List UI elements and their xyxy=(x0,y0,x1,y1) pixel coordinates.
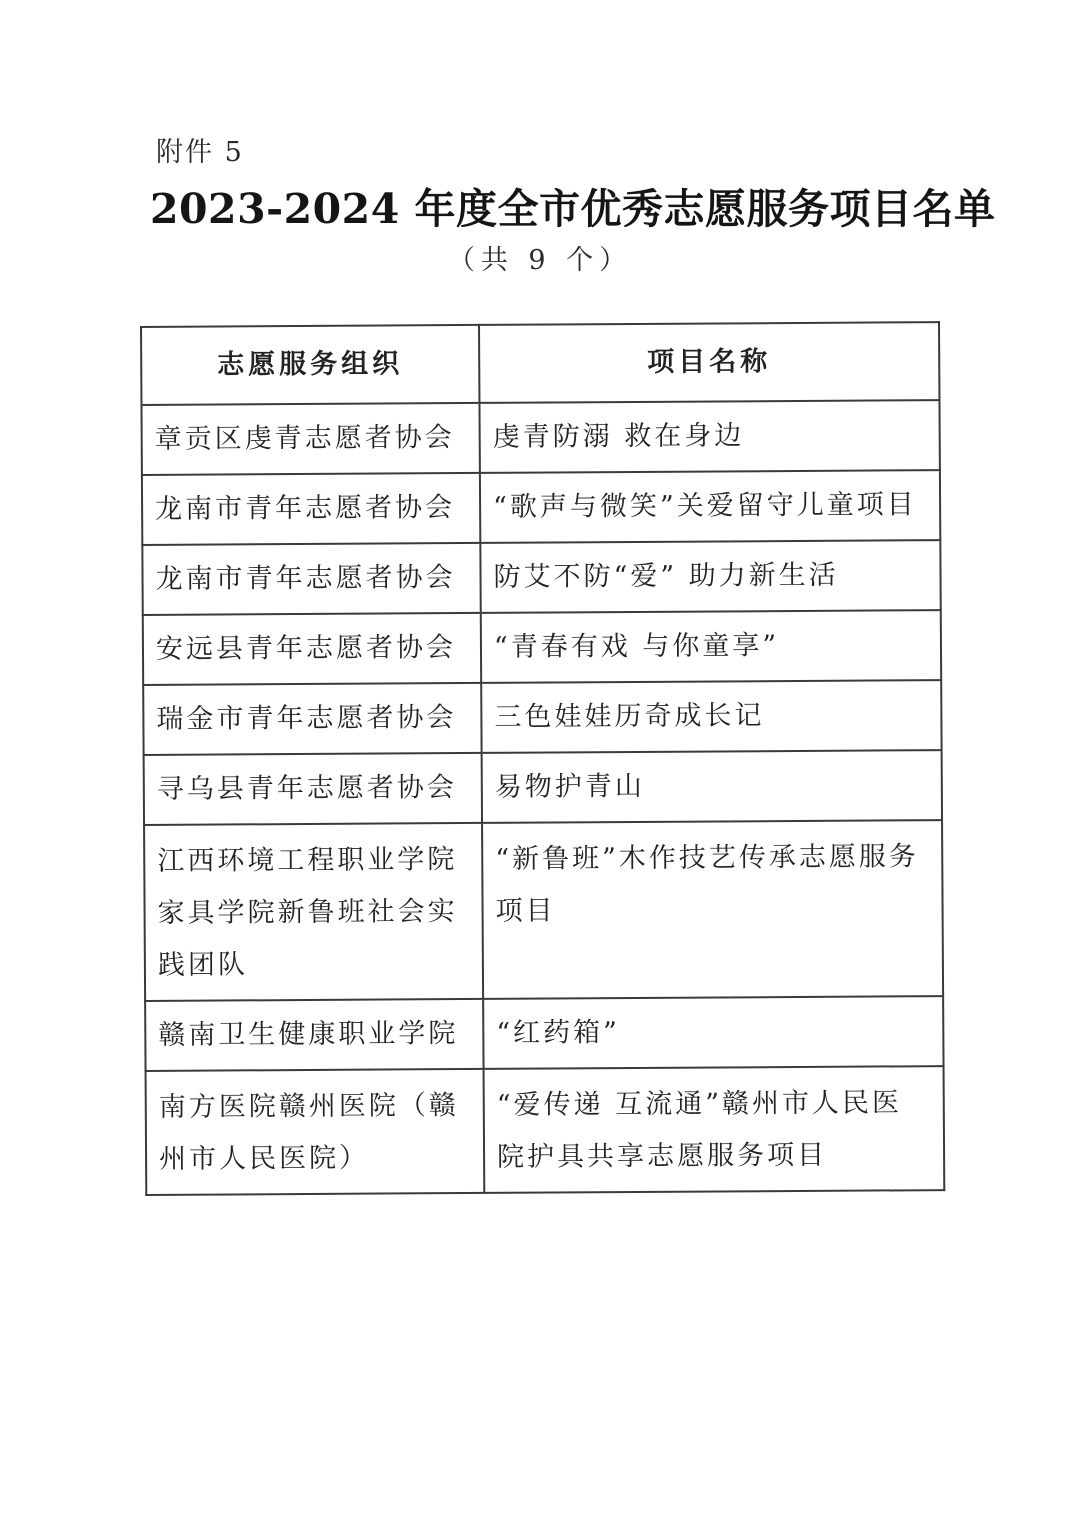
project-cell: 防艾不防“爱” 助力新生活 xyxy=(480,540,940,613)
organization-cell: 江西环境工程职业学院家具学院新鲁班社会实践团队 xyxy=(144,823,483,1001)
table-row xyxy=(143,610,941,685)
project-list-table xyxy=(140,321,945,1196)
project-cell: 三色娃娃历奇成长记 xyxy=(481,680,941,753)
table-row xyxy=(145,996,943,1071)
table-row xyxy=(144,750,942,825)
project-cell: “爱传递 互流通”赣州市人民医院护具共享志愿服务项目 xyxy=(484,1066,945,1193)
organization-cell: 安远县青年志愿者协会 xyxy=(143,613,481,685)
project-cell: 易物护青山 xyxy=(482,750,942,823)
header-organization: 志愿服务组织 xyxy=(141,325,479,405)
table-row xyxy=(144,820,943,1001)
project-cell: “红药箱” xyxy=(483,996,943,1069)
table-row xyxy=(143,680,941,755)
organization-cell: 瑞金市青年志愿者协会 xyxy=(143,683,481,755)
project-cell: 虔青防溺 救在身边 xyxy=(479,400,939,473)
page-title: 2023-2024 年度全市优秀志愿服务项目名单 xyxy=(150,185,996,233)
project-cell: “歌声与微笑”关爱留守儿童项目 xyxy=(480,470,940,543)
organization-cell: 章贡区虔青志愿者协会 xyxy=(141,403,479,475)
organization-cell: 寻乌县青年志愿者协会 xyxy=(144,753,482,825)
organization-cell: 龙南市青年志愿者协会 xyxy=(142,473,480,545)
page-subtitle: （共 9 个） xyxy=(447,245,633,276)
table-row xyxy=(142,470,940,545)
table-row xyxy=(146,1066,945,1195)
header-project: 项目名称 xyxy=(479,322,939,403)
attachment-label: 附件 5 xyxy=(156,137,244,168)
project-cell: “新鲁班”木作技艺传承志愿服务项目 xyxy=(482,820,943,999)
organization-cell: 南方医院赣州医院（赣州市人民医院） xyxy=(146,1069,485,1195)
organization-cell: 赣南卫生健康职业学院 xyxy=(145,999,483,1071)
table-header-row xyxy=(141,322,939,405)
organization-cell: 龙南市青年志愿者协会 xyxy=(142,543,480,615)
table-row xyxy=(141,400,939,475)
table-row xyxy=(142,540,940,615)
project-cell: “青春有戏 与你童享” xyxy=(481,610,941,683)
